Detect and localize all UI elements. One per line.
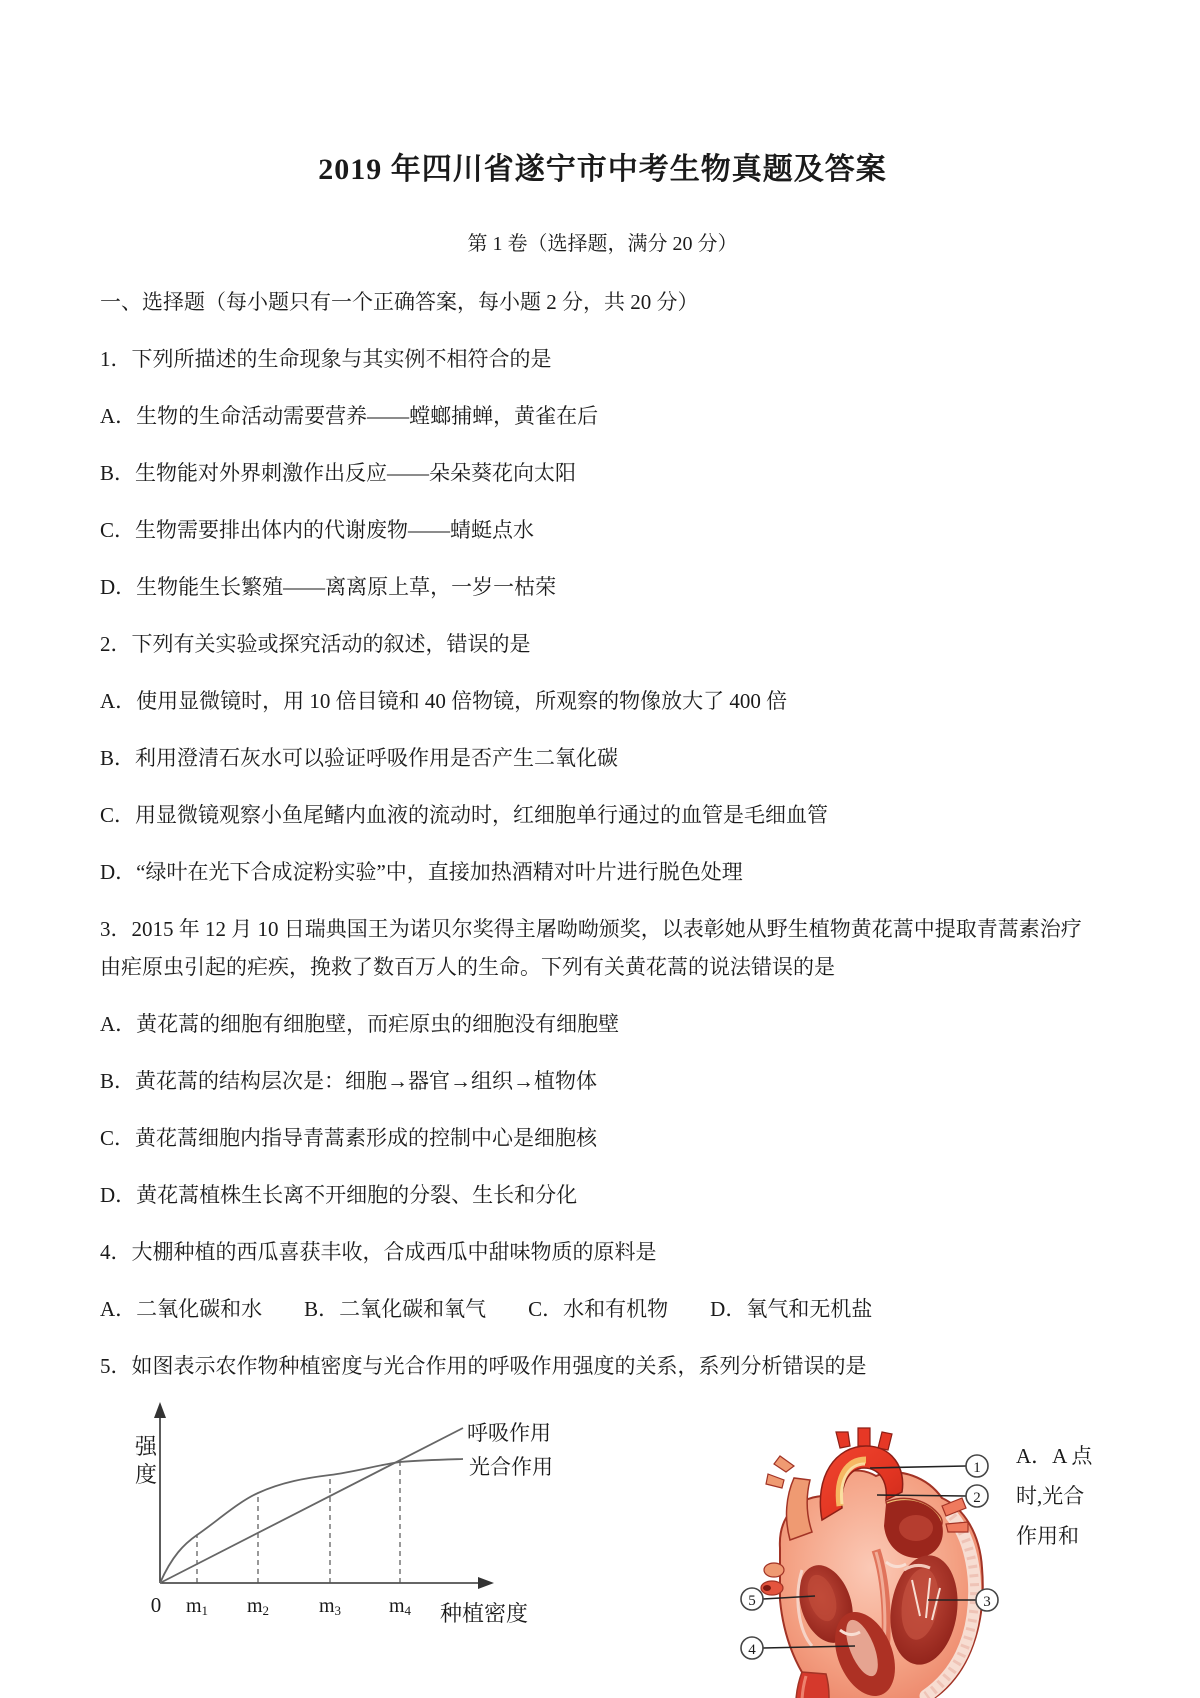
x-tick-m3	[319, 1595, 341, 1618]
q1-option-b: B．生物能对外界刺激作出反应——朵朵葵花向太阳	[100, 461, 577, 485]
x-tick-m2-sub: 2	[262, 1603, 270, 1618]
heart-label-3	[976, 1589, 998, 1611]
q1-option-d: D．生物能生长繁殖——离离原上草，一岁一枯荣	[100, 575, 557, 599]
x-axis-label: 种植密度	[440, 1601, 529, 1626]
q3-option-b: B．黄花蒿的结构层次是：细胞→器官→组织→植物体	[100, 1069, 598, 1093]
side-text-line-2: 时,光合	[1016, 1484, 1085, 1508]
q4-options: A．二氧化碳和水 B．二氧化碳和氧气 C．水和有机物 D．氧气和无机盐	[100, 1297, 873, 1321]
q2-option-d: D．“绿叶在光下合成淀粉实验”中，直接加热酒精对叶片进行脱色处理	[100, 860, 743, 884]
heart-label-2	[966, 1485, 988, 1507]
heart-label-1-text: 1	[973, 1460, 981, 1476]
photosynthesis-curve	[160, 1459, 463, 1583]
heart-leader-line-2	[877, 1495, 966, 1496]
q3-option-c: C．黄花蒿细胞内指导青蒿素形成的控制中心是细胞核	[100, 1126, 598, 1150]
heart-label-3-text: 3	[983, 1594, 991, 1610]
heart-label-5-text: 5	[748, 1593, 756, 1609]
x-tick-m1-sub: 1	[201, 1603, 209, 1618]
q3-option-d: D．黄花蒿植株生长离不开细胞的分裂、生长和分化	[100, 1183, 578, 1207]
x-tick-m4	[389, 1595, 412, 1618]
q3-stem-line1: 3．2015 年 12 月 10 日瑞典国王为诺贝尔奖得主屠呦呦颁奖，以表彰她从野生植物黄花蒿中提取青蒿素治疗	[100, 917, 1082, 941]
q5-stem: 5．如图表示农作物种植密度与光合作用的呼吸作用强度的关系，系列分析错误的是	[100, 1354, 867, 1378]
q2-option-a: A．使用显微镜时，用 10 倍目镜和 40 倍物镜，所观察的物像放大了 400 倍	[100, 689, 788, 713]
x-tick-m1	[186, 1595, 208, 1618]
side-text-line-1: A．A 点	[1016, 1444, 1093, 1468]
question-text-block	[100, 283, 1108, 1404]
q3-stem-line2: 由疟原虫引起的疟疾，挽救了数百万人的生命。下列有关黄花蒿的说法错误的是	[100, 955, 835, 979]
x-tick-m4-base: m	[388, 1595, 405, 1617]
heart-label-4	[741, 1637, 763, 1659]
x-tick-m1-base: m	[185, 1595, 202, 1617]
legend-respiration-label: 呼吸作用	[467, 1421, 551, 1445]
y-axis-label-char2: 度	[134, 1462, 158, 1487]
x-axis-arrow-icon	[478, 1577, 494, 1589]
x-tick-m3-base: m	[318, 1595, 335, 1617]
q4-stem: 4．大棚种植的西瓜喜获丰收，合成西瓜中甜味物质的原料是	[100, 1240, 657, 1264]
density-chart-figure	[100, 1390, 560, 1640]
x-tick-m2-base: m	[246, 1595, 263, 1617]
heart-diagram-figure	[690, 1420, 1010, 1698]
origin-label: 0	[150, 1593, 162, 1617]
page-title: 2019 年四川省遂宁市中考生物真题及答案	[318, 153, 887, 186]
heart-label-4-text: 4	[748, 1642, 756, 1658]
page-subtitle: 第 1 卷（选择题，满分 20 分）	[467, 233, 738, 255]
q2-option-b: B．利用澄清石灰水可以验证呼吸作用是否产生二氧化碳	[100, 746, 619, 770]
q1-option-a: A．生物的生命活动需要营养——螳螂捕蝉，黄雀在后	[100, 404, 599, 428]
heart-label-1	[966, 1455, 988, 1477]
y-axis-arrow-icon	[154, 1402, 166, 1418]
heart-label-5	[741, 1588, 763, 1610]
q1-stem: 1．下列所描述的生命现象与其实例不相符合的是	[100, 347, 552, 371]
x-tick-m2	[247, 1595, 269, 1618]
section-header: 一、选择题（每小题只有一个正确答案，每小题 2 分，共 20 分）	[100, 290, 699, 314]
q2-option-c: C．用显微镜观察小鱼尾鳍内血液的流动时，红细胞单行通过的血管是毛细血管	[100, 803, 829, 827]
respiration-line	[160, 1428, 463, 1583]
q2-stem: 2．下列有关实验或探究活动的叙述，错误的是	[100, 632, 531, 656]
x-tick-m4-sub: 4	[404, 1603, 412, 1618]
x-tick-m3-sub: 3	[334, 1603, 342, 1618]
q5-option-a-side-text	[1016, 1436, 1146, 1556]
legend-photosynthesis-label: 光合作用	[469, 1455, 553, 1479]
side-text-line-3: 作用和	[1016, 1524, 1079, 1548]
y-axis-label-char1: 强	[134, 1434, 158, 1459]
heart-label-2-text: 2	[973, 1490, 981, 1506]
q3-option-a: A．黄花蒿的细胞有细胞壁，而疟原虫的细胞没有细胞壁	[100, 1012, 620, 1036]
q1-option-c: C．生物需要排出体内的代谢废物——蜻蜓点水	[100, 518, 535, 542]
